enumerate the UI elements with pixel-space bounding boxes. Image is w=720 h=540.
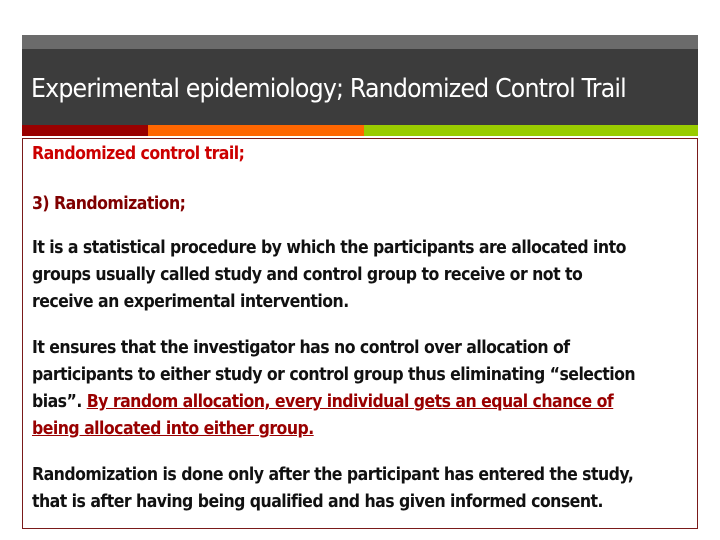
paragraph-2-line-3	[32, 390, 685, 414]
paragraph-3-line-1: Randomization is done only after the participant has entered the study,	[32, 465, 634, 485]
accent-bars	[22, 125, 698, 136]
emphasis-text: By random allocation, every individual gets an equal chance of	[86, 392, 614, 412]
paragraph-1-line-2: groups usually called study and control group to receive or not to	[32, 265, 583, 285]
accent-bar-orange	[148, 125, 364, 136]
paragraph-2-line-2: participants to either study or control group thus eliminating “selection	[32, 365, 636, 385]
accent-bar-darkred	[22, 125, 148, 136]
content-heading: Randomized control trail;	[32, 144, 245, 164]
paragraph-2-line-4	[32, 417, 685, 441]
paragraph-1-line-3: receive an experimental intervention.	[32, 292, 349, 312]
title-band	[22, 49, 698, 125]
slide-title: Experimental epidemiology; Randomized Control Trail	[31, 74, 626, 104]
paragraph-1-line-1: It is a statistical procedure by which the participants are allocated into	[32, 238, 626, 258]
content-subheading: 3) Randomization;	[32, 194, 186, 214]
accent-bar-green	[364, 125, 698, 136]
slide	[22, 35, 698, 528]
content-box	[22, 138, 698, 529]
emphasis-text-continued: being allocated into either group.	[32, 419, 314, 439]
paragraph-2-plain: bias”.	[32, 392, 87, 412]
paragraph-3-line-2: that is after having being qualified and has given informed consent.	[32, 492, 603, 512]
top-band	[22, 35, 698, 49]
paragraph-2-line-1: It ensures that the investigator has no control over allocation of	[32, 338, 570, 358]
